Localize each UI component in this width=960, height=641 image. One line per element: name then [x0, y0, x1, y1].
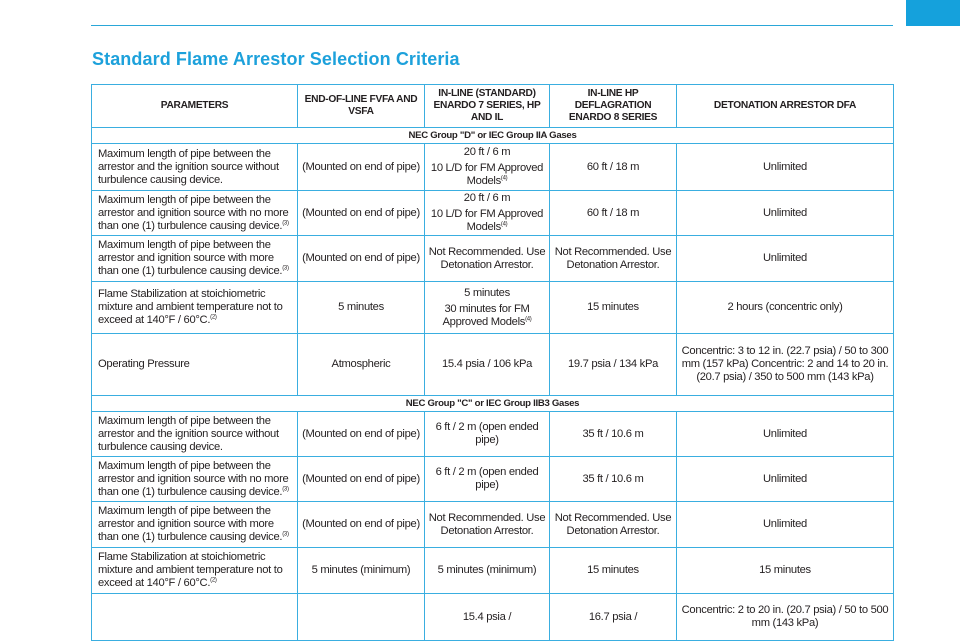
param-cell: [92, 594, 298, 641]
header-parameters: PARAMETERS: [92, 85, 298, 128]
selection-table: [91, 84, 894, 641]
std-cell: 20 ft / 6 m 10 L/D for FM Approved Models$^{(4)}$: [425, 144, 550, 191]
table-row: [92, 412, 894, 457]
param-cell: Flame Stabilization at stoichiometric mixture and ambient temperature not to exceed at 140°F / 60°C.$^{(2)}$: [92, 548, 298, 594]
det-cell: Unlimited: [677, 412, 894, 457]
hp-cell: 60 ft / 18 m: [550, 191, 677, 236]
det-cell: Concentric: 2 to 20 in. (20.7 psia) / 50 to 500 mm (143 kPa): [677, 594, 894, 641]
param-cell: Operating Pressure: [92, 334, 298, 396]
hp-cell: 60 ft / 18 m: [550, 144, 677, 191]
eol-cell: 5 minutes (minimum): [298, 548, 425, 594]
param-cell: Maximum length of pipe between the arrestor and the ignition source without turbulence causing device.: [92, 412, 298, 457]
header-detonation: DETONATION ARRESTOR DFA: [677, 85, 894, 128]
table-row: [92, 594, 894, 641]
hp-cell: 35 ft / 10.6 m: [550, 412, 677, 457]
std-cell: 5 minutes 30 minutes for FM Approved Models$^{(4)}$: [425, 282, 550, 334]
param-cell: Flame Stabilization at stoichiometric mixture and ambient temperature not to exceed at 140°F / 60°C.$^{(2)}$: [92, 282, 298, 334]
header-in-line-hp: IN-LINE HP DEFLAGRATION ENARDO 8 SERIES: [550, 85, 677, 128]
eol-cell: [298, 594, 425, 641]
eol-cell: (Mounted on end of pipe): [298, 236, 425, 282]
hp-cell: 19.7 psia / 134 kPa: [550, 334, 677, 396]
std-cell: 20 ft / 6 m 10 L/D for FM Approved Models$^{(4)}$: [425, 191, 550, 236]
eol-cell: (Mounted on end of pipe): [298, 144, 425, 191]
std-cell: Not Recommended. Use Detonation Arrestor.: [425, 502, 550, 548]
group-label: NEC Group "D" or IEC Group IIA Gases: [92, 128, 894, 144]
table-row: [92, 191, 894, 236]
std-cell: 15.4 psia / 106 kPa: [425, 334, 550, 396]
std-cell: Not Recommended. Use Detonation Arrestor.: [425, 236, 550, 282]
hp-cell: 15 minutes: [550, 282, 677, 334]
table-row: [92, 334, 894, 396]
hp-cell: 16.7 psia /: [550, 594, 677, 641]
page-title: Standard Flame Arrestor Selection Criteria: [92, 49, 460, 69]
std-cell: 5 minutes (minimum): [425, 548, 550, 594]
param-cell: Maximum length of pipe between the arrestor and ignition source with more than one (1) turbulence causing device.$^{(3)}$: [92, 502, 298, 548]
hp-cell: 15 minutes: [550, 548, 677, 594]
det-cell: Unlimited: [677, 236, 894, 282]
table-row: [92, 282, 894, 334]
hp-cell: Not Recommended. Use Detonation Arrestor.: [550, 236, 677, 282]
det-cell: Unlimited: [677, 457, 894, 502]
det-cell: Concentric: 3 to 12 in. (22.7 psia) / 50 to 300 mm (157 kPa) Concentric: 2 and 14 to 20 in. (20.7 psia) / 350 to 500 mm (143 kPa): [677, 334, 894, 396]
std-cell: 15.4 psia /: [425, 594, 550, 641]
header-end-of-line: END-OF-LINE FVFA AND VSFA: [298, 85, 425, 128]
group-label: NEC Group "C" or IEC Group IIB3 Gases: [92, 396, 894, 412]
table-row: [92, 502, 894, 548]
eol-cell: (Mounted on end of pipe): [298, 457, 425, 502]
det-cell: Unlimited: [677, 502, 894, 548]
param-cell: Maximum length of pipe between the arrestor and the ignition source without turbulence causing device.: [92, 144, 298, 191]
table-row: [92, 457, 894, 502]
param-cell: Maximum length of pipe between the arrestor and ignition source with no more than one (1) turbulence causing device.$^{(3)}$: [92, 191, 298, 236]
param-cell: Maximum length of pipe between the arrestor and ignition source with no more than one (1) turbulence causing device.$^{(3)}$: [92, 457, 298, 502]
corner-tab: [906, 0, 960, 26]
eol-cell: (Mounted on end of pipe): [298, 502, 425, 548]
std-cell: 6 ft / 2 m (open ended pipe): [425, 457, 550, 502]
table-row: [92, 548, 894, 594]
table-row: [92, 144, 894, 191]
std-cell: 6 ft / 2 m (open ended pipe): [425, 412, 550, 457]
table-row: [92, 236, 894, 282]
eol-cell: 5 minutes: [298, 282, 425, 334]
eol-cell: (Mounted on end of pipe): [298, 191, 425, 236]
hp-cell: 35 ft / 10.6 m: [550, 457, 677, 502]
header-in-line-standard: IN-LINE (STANDARD) ENARDO 7 SERIES, HP AND IL: [425, 85, 550, 128]
det-cell: Unlimited: [677, 191, 894, 236]
param-cell: Maximum length of pipe between the arrestor and ignition source with more than one (1) turbulence causing device.$^{(3)}$: [92, 236, 298, 282]
eol-cell: (Mounted on end of pipe): [298, 412, 425, 457]
det-cell: 2 hours (concentric only): [677, 282, 894, 334]
det-cell: 15 minutes: [677, 548, 894, 594]
det-cell: Unlimited: [677, 144, 894, 191]
eol-cell: Atmospheric: [298, 334, 425, 396]
top-rule: [91, 25, 893, 26]
hp-cell: Not Recommended. Use Detonation Arrestor.: [550, 502, 677, 548]
